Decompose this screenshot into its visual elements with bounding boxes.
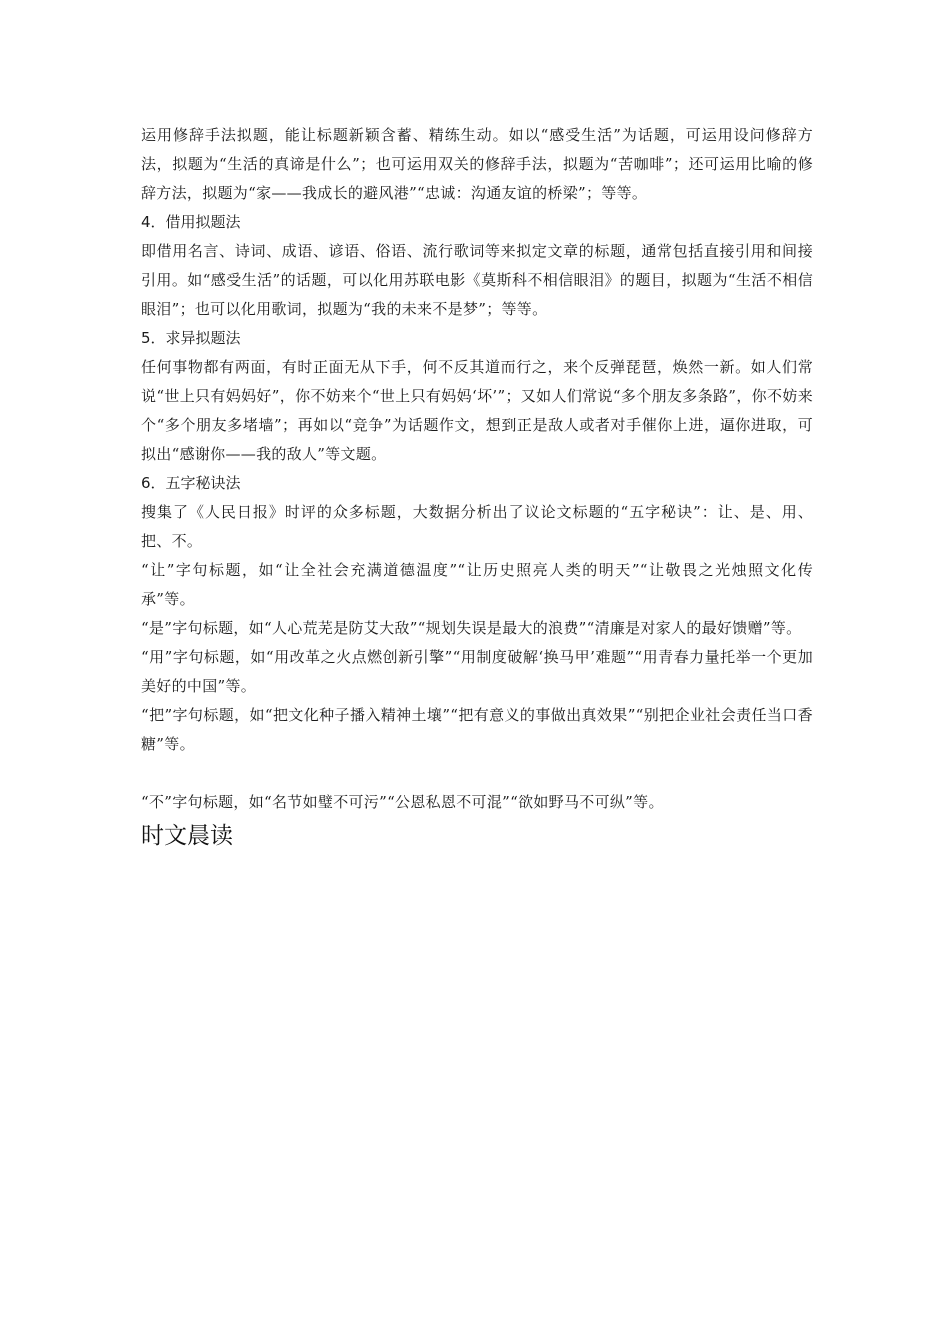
heading-five-character-method: 6．五字秘诀法: [141, 474, 241, 492]
blank-line: [141, 759, 813, 788]
paragraph-shi-titles: “是”字句标题，如“人心荒芜是防艾大敌”“规划失误是最大的浪费”“清廉是对家人的最好馈赠”等。: [141, 619, 802, 637]
heading-borrow-method: 4．借用拟题法: [141, 213, 241, 231]
paragraph-rhetoric-method: 运用修辞手法拟题，能让标题新颖含蓄、精练生动。如以“感受生活”为话题，可运用设问修辞方法，拟题为“生活的真谛是什么”；也可运用双关的修辞手法，拟题为“苦咖啡”；还可运用比喻的修辞方法，拟题为“家——我成长的避风港”“忠诚：沟通友谊的桥梁”；等等。: [141, 126, 813, 202]
paragraph-ba-titles: “把”字句标题，如“把文化种子播入精神土壤”“把有意义的事做出真效果”“别把企业社会责任当口香糖”等。: [141, 706, 813, 753]
paragraph-bu-titles: “不”字句标题，如“名节如璧不可污”“公恩私恩不可混”“欲如野马不可纵”等。: [141, 793, 664, 811]
paragraph-borrow-method: 即借用名言、诗词、成语、谚语、俗语、流行歌词等来拟定文章的标题，通常包括直接引用和间接引用。如“感受生活”的话题，可以化用苏联电影《莫斯科不相信眼泪》的题目，拟题为“生活不相信眼泪”；也可以化用歌词，拟题为“我的未来不是梦”；等等。: [141, 242, 813, 318]
section-title: 时文晨读: [141, 823, 233, 849]
paragraph-yong-titles: “用”字句标题，如“用改革之火点燃创新引擎”“用制度破解‘换马甲’难题”“用青春力量托举一个更加美好的中国”等。: [141, 648, 813, 695]
heading-differ-method: 5．求异拟题法: [141, 329, 241, 347]
paragraph-rang-titles: “让”字句标题，如“让全社会充满道德温度”“让历史照亮人类的明天”“让敬畏之光烛照文化传承”等。: [141, 561, 813, 608]
document-page: [141, 121, 813, 853]
paragraph-five-character-intro: 搜集了《人民日报》时评的众多标题，大数据分析出了议论文标题的“五字秘诀”：让、是、用、把、不。: [141, 503, 813, 550]
paragraph-differ-method: 任何事物都有两面，有时正面无从下手，何不反其道而行之，来个反弹琵琶，焕然一新。如人们常说“世上只有妈妈好”，你不妨来个“世上只有妈妈‘坏’”；又如人们常说“多个朋友多条路”，你不妨来个“多个朋友多堵墙”；再如以“竞争”为话题作文，想到正是敌人或者对手催你上进，逼你进取，可拟出“感谢你——我的敌人”等文题。: [141, 358, 813, 463]
